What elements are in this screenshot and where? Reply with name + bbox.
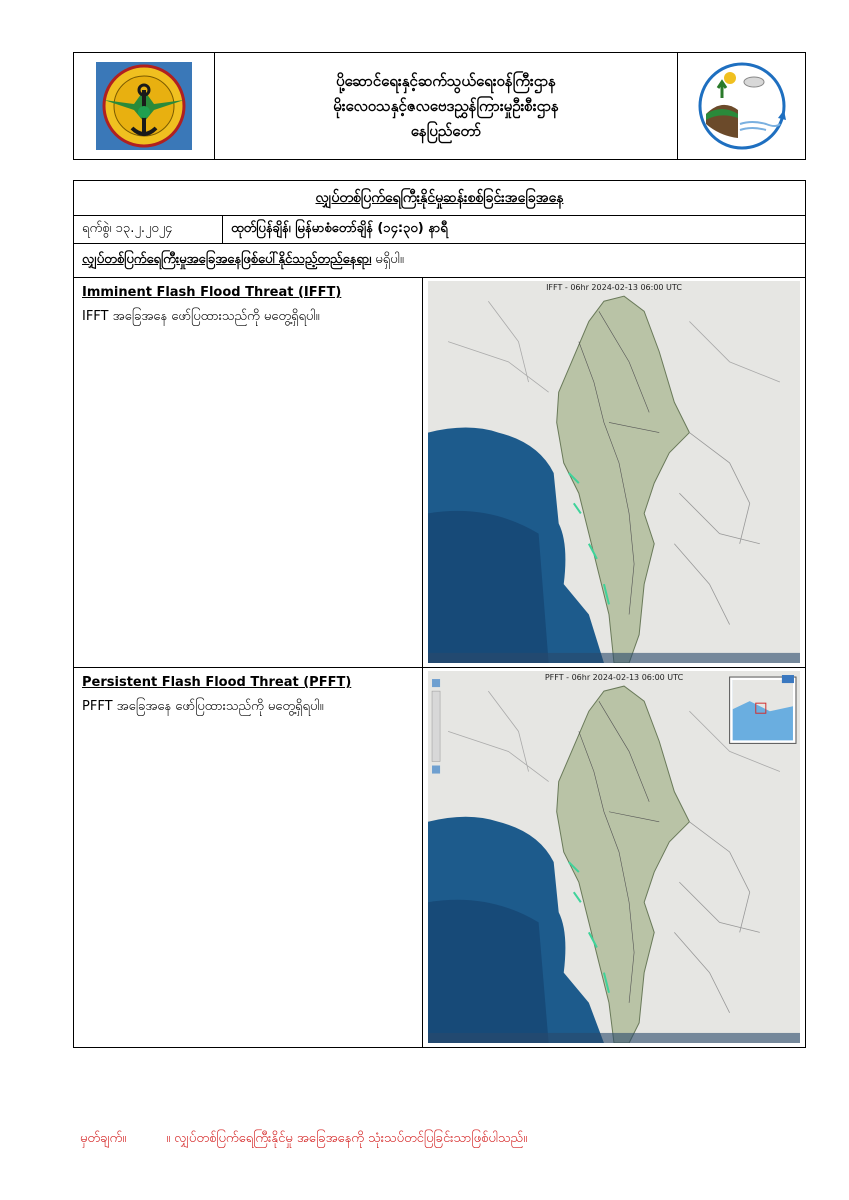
zoom-out-icon	[432, 766, 440, 774]
ifft-map-caption: IFFT - 06hr 2024-02-13 06:00 UTC	[546, 283, 682, 292]
ifft-text: IFFT အခြေအနေ ဖော်ပြထားသည်ကို မတွေ့ရှိရပါ။	[82, 309, 320, 324]
ifft-description-cell	[74, 278, 423, 667]
pfft-text: PFFT အခြေအနေ ဖော်ပြထားသည်ကို မတွေ့ရှိရပါ။	[82, 699, 324, 714]
pfft-map-cell	[423, 668, 805, 1047]
pfft-description-cell	[74, 668, 423, 1047]
pfft-map-image	[428, 671, 800, 1043]
affected-area-label: လျှပ်တစ်ပြက်ရေကြီးမှုအခြေအနေဖြစ်ပေါ်နိုင်သည့်တည်နေရာ၊	[82, 252, 372, 267]
zoom-slider-icon	[432, 691, 440, 761]
ministry-logo-cell	[74, 53, 215, 159]
table-title: လျှပ်တစ်ပြက်ရေကြီးနိုင်မှုဆန်းစစ်ခြင်းအခြေအနေ	[74, 181, 805, 216]
ministry-emblem-logo	[94, 60, 194, 152]
ifft-row	[74, 278, 805, 668]
affected-area-value: မရှိပါ။	[375, 252, 404, 267]
hydrology-cycle-logo	[692, 58, 792, 154]
pfft-title: Persistent Flash Flood Threat (PFFT)	[82, 675, 352, 690]
pfft-map	[428, 671, 800, 1043]
note-text: ။ လျှပ်တစ်ပြက်ရေကြီးနိုင်မှု အခြေအနေကို သုံးသပ်တင်ပြခြင်းသာဖြစ်ပါသည်။	[166, 1131, 528, 1146]
ifft-map-cell	[423, 278, 805, 667]
pfft-row	[74, 668, 805, 1047]
ifft-map	[428, 281, 800, 663]
affected-area-row	[74, 244, 805, 278]
city-name: နေပြည်တော်	[410, 121, 482, 140]
footer-note	[80, 1130, 527, 1149]
department-name: မိုးလေဝသနှင့်ဇလဗေဒညွှန်ကြားမှုဦးစီးဌာန	[333, 96, 559, 115]
ministry-name: ပို့ဆောင်ရေးနှင့်ဆက်သွယ်ရေးဝန်ကြီးဌာန	[336, 71, 556, 90]
date-time-row	[74, 216, 805, 244]
issue-date: ရက်စွဲ၊ ၁၃.၂.၂၀၂၄	[74, 216, 223, 243]
letterhead	[73, 52, 806, 160]
ifft-title: Imminent Flash Flood Threat (IFFT)	[82, 285, 342, 300]
note-label: မှတ်ချက်။	[80, 1131, 127, 1146]
letterhead-title	[215, 53, 677, 159]
ifft-map-image	[428, 281, 800, 663]
pfft-map-caption: PFFT - 06hr 2024-02-13 06:00 UTC	[544, 673, 684, 682]
flash-flood-status-table	[73, 180, 806, 1048]
issue-time: ထုတ်ပြန်ချိန်၊ မြန်မာစံတော်ချိန် (၁၄:၃၀) နာရီ	[231, 221, 448, 236]
department-logo-cell	[677, 53, 805, 159]
